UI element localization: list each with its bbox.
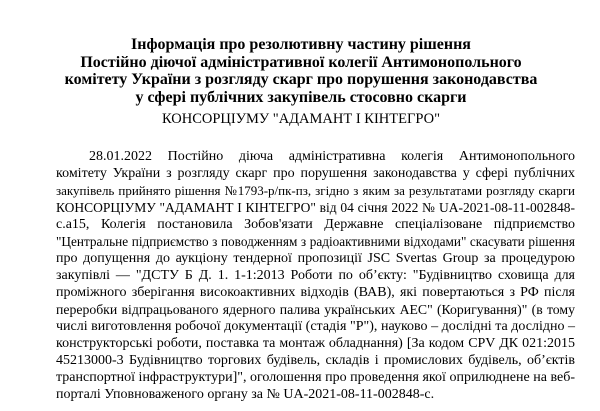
- complainant-name: КОНСОРЦІУМУ "АДАМАНТ І КІНТЕГРО": [161, 111, 441, 127]
- paragraph-line: числі виготовлення робочої документації (стадія "Р"), науково – дослідні та дослідно –: [56, 319, 575, 334]
- paragraph-line: про допущення до аукціону тендерної пропозиції JSC Svertas Group за процедурою: [56, 251, 575, 266]
- paragraph-line: 28.01.2022 Постійно діюча адміністративна колегія Антимонопольного: [89, 149, 575, 164]
- paragraph-line: "Центральне підприємство з поводженням з радіоактивними відходами" скасувати рішення: [56, 234, 575, 249]
- paragraph-line: закупівель прийнято рішення №1793-р/пк-пз, згідно з яким за результатами розгляду скарги: [56, 183, 575, 198]
- heading-line: Постійно діючої адміністративної колегії Антимонопольного: [80, 53, 522, 71]
- heading-line: комітету України з розгляду скарг про порушення законодавства: [64, 71, 538, 88]
- paragraph-line: 45213000-3 Будівництво торгових будівель, складів і промислових будівель, об’єктів: [56, 353, 575, 368]
- document-heading: [40, 36, 562, 106]
- paragraph-line: c.a15, Колегія постановила Зобов'язати Державне спеціалізоване підприємство: [56, 217, 575, 232]
- decision-paragraph: [56, 148, 575, 403]
- paragraph-line: КОНСОРЦІУМУ "АДАМАНТ І КІНТЕГРО" від 04 січня 2022 № UA-2021-08-11-002848-: [56, 200, 575, 215]
- paragraph-line-last: порталі Уповноваженого органу за № UA-2021-08-11-002848-c.: [56, 387, 435, 402]
- heading-line: Інформація про резолютивну частину рішення: [131, 36, 471, 53]
- paragraph-line: комітету України з розгляду скарг про порушення законодавства у сфері публічних: [56, 166, 575, 181]
- paragraph-line: проміжного зберігання високоактивних відходів (ВАВ), які повертаються з РФ після: [56, 285, 575, 300]
- paragraph-line: конструкторські роботи, поставка та монтаж обладнання) [За кодом CPV ДК 021:2015: [56, 336, 575, 351]
- paragraph-line: закупівлі — "ДСТУ Б Д. 1. 1-1:2013 Роботи по об’єкту: "Будівництво сховища для: [56, 268, 575, 283]
- paragraph-line: транспортної інфраструктури]", оголошення про проведення якої оприлюднене на веб-: [56, 370, 575, 385]
- paragraph-line: переробки відпрацьованого ядерного палива українських АЕС" (Коригування)" (в тому: [56, 302, 575, 317]
- heading-line: у сфері публічних закупівель стосовно скарги: [135, 88, 467, 106]
